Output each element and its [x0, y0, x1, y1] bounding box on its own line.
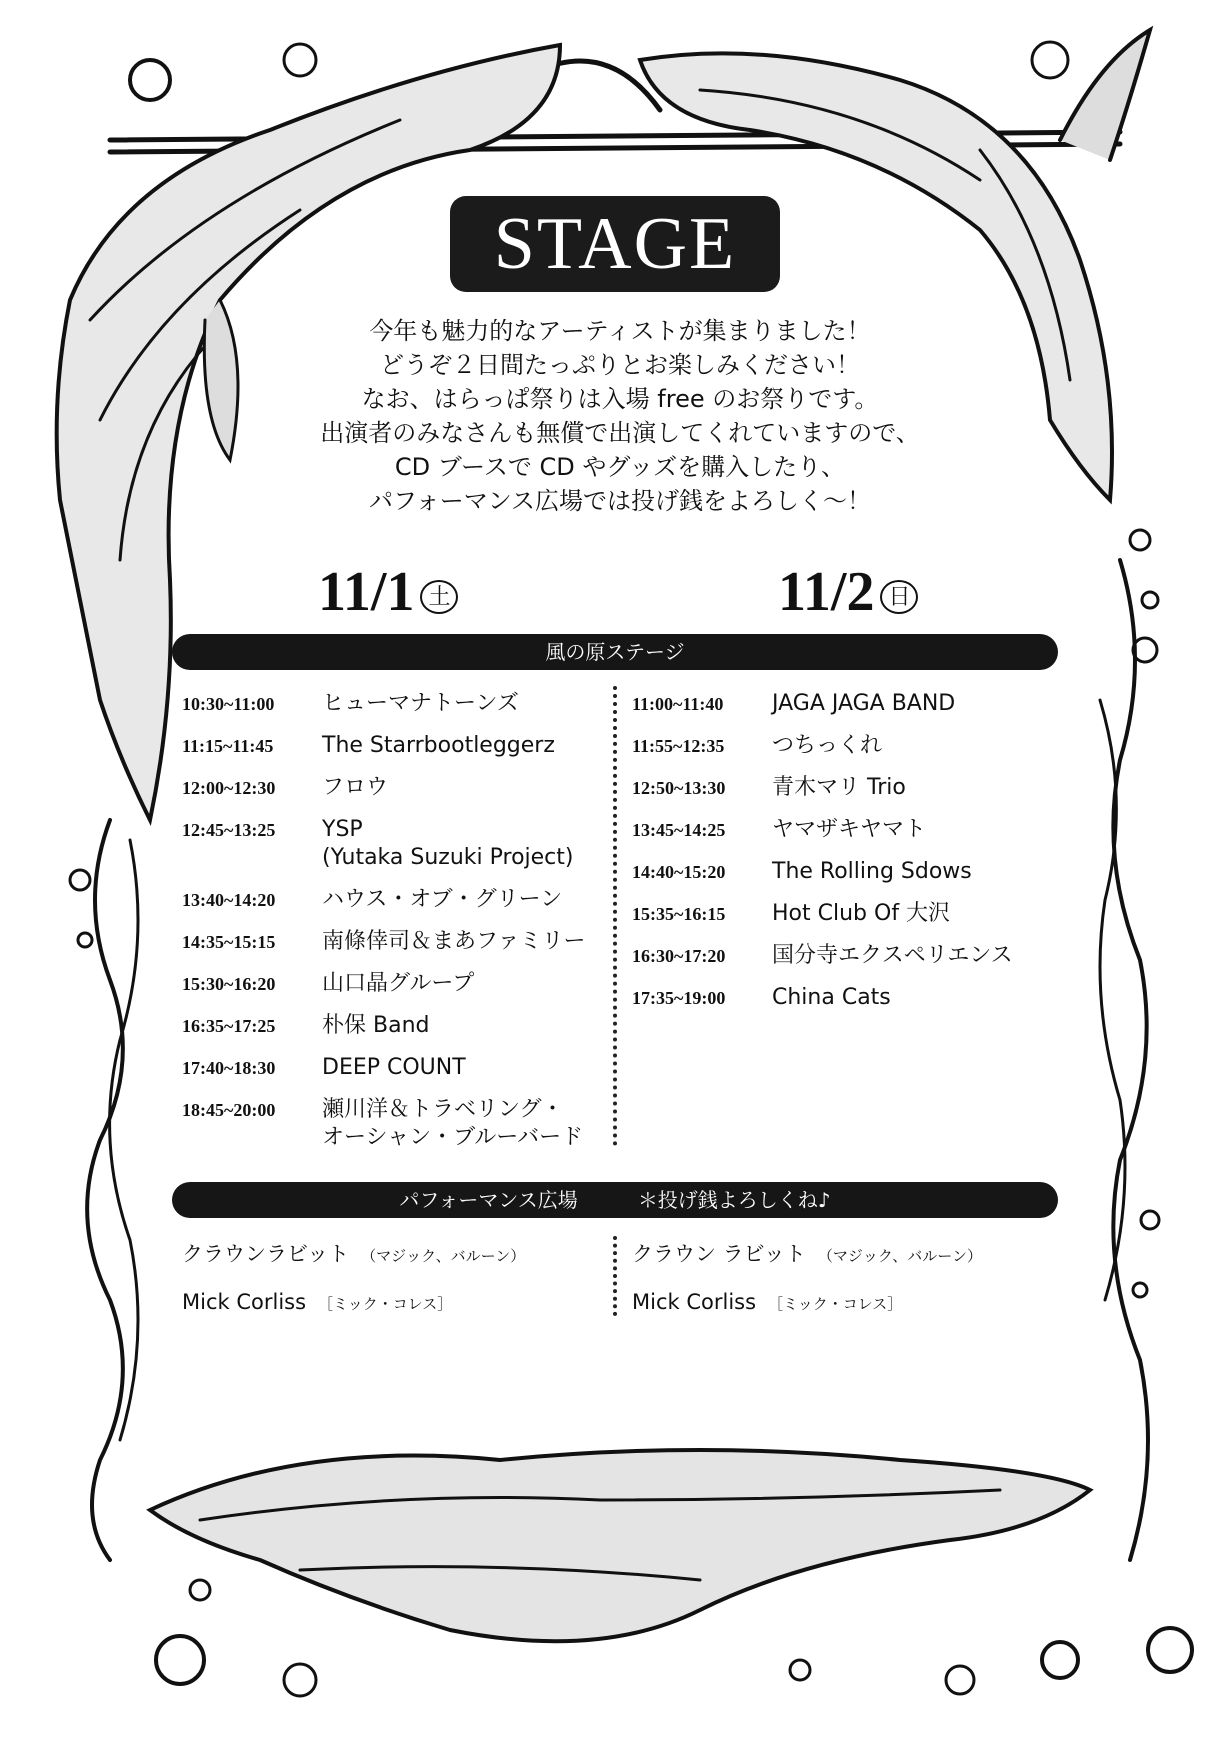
- slot-time: 16:35~17:25: [182, 1016, 276, 1036]
- stage-name: 風の原ステージ: [545, 640, 685, 664]
- performance-divider: [613, 1236, 617, 1316]
- act-name: 国分寺エクスペリエンス: [772, 943, 1013, 968]
- act-name: China Cats: [772, 985, 891, 1010]
- day2-weekday: 日: [880, 580, 918, 614]
- day1-schedule: [182, 690, 586, 1166]
- stage-name-bar: [172, 634, 1058, 670]
- day2-date: 11/2: [778, 561, 875, 623]
- schedule-row: [632, 942, 1013, 970]
- slot-time: 10:30~11:00: [182, 694, 275, 714]
- act-name: 朴保 Band: [322, 1013, 430, 1038]
- slot-time: 13:45~14:25: [632, 820, 726, 840]
- right-vine: [1113, 560, 1148, 1560]
- schedule-row: [182, 774, 586, 802]
- slot-time: 15:35~16:15: [632, 904, 726, 924]
- slot-time: 11:00~11:40: [632, 694, 724, 714]
- performer-name: クラウン ラビット: [632, 1242, 806, 1266]
- schedule-row: [182, 928, 586, 956]
- bottom-whale-outline: [150, 1450, 1090, 1641]
- schedule-row: [182, 1096, 586, 1152]
- schedule-row: [632, 690, 1013, 718]
- slot-time: 18:45~20:00: [182, 1100, 276, 1120]
- schedule-row: [632, 732, 1013, 760]
- schedule-row: [182, 690, 586, 718]
- slot-time: 13:40~14:20: [182, 890, 276, 910]
- day1-date: 11/1: [318, 561, 415, 623]
- performer: [182, 1288, 525, 1318]
- act-name: 青木マリ Trio: [772, 775, 906, 800]
- schedule-row: [182, 732, 586, 760]
- schedule-row: [632, 984, 1013, 1012]
- act-name: つちっくれ: [772, 733, 883, 758]
- act-name: The Rolling Sdows: [772, 859, 972, 884]
- performer: [182, 1240, 525, 1270]
- act-name: JAGA JAGA BAND: [772, 691, 956, 716]
- act-name: 南條倖司＆まあファミリー: [322, 929, 586, 954]
- intro-line: CD ブースで CD やグッズを購入したり、: [394, 453, 846, 481]
- intro-line: なお、はらっぱ祭りは入場 free のお祭りです。: [361, 385, 879, 413]
- slot-time: 17:35~19:00: [632, 988, 726, 1008]
- act-name: Hot Club Of 大沢: [772, 901, 951, 926]
- act-name: The Starrbootleggerz: [322, 733, 555, 758]
- right-whale-tail: [1060, 30, 1150, 160]
- performer: [632, 1288, 982, 1318]
- performer-detail: （マジック、バルーン）: [361, 1247, 526, 1265]
- schedule-divider: [613, 686, 617, 1146]
- schedule-row: [182, 1012, 586, 1040]
- act-name: ヒューマナトーンズ: [322, 691, 519, 716]
- performance-name: パフォーマンス広場: [399, 1188, 578, 1212]
- slot-time: 15:30~16:20: [182, 974, 276, 994]
- slot-time: 14:40~15:20: [632, 862, 726, 882]
- day1-weekday: 土: [420, 580, 458, 614]
- slot-time: 12:50~13:30: [632, 778, 726, 798]
- performer: [632, 1240, 982, 1270]
- intro-line: 出演者のみなさんも無償で出演してくれていますので、: [320, 419, 920, 447]
- schedule-row: [182, 886, 586, 914]
- stage-title: STAGE: [450, 196, 780, 292]
- day2-schedule: [632, 690, 1013, 1026]
- act-name: 瀬川洋＆トラベリング・: [322, 1097, 564, 1122]
- day1-heading: [318, 560, 458, 624]
- performer-detail: ［ミック・コレス］: [318, 1295, 453, 1313]
- day2-heading: [778, 560, 918, 624]
- act-name: ヤマザキヤマト: [772, 817, 927, 842]
- act-name: YSP: [322, 817, 363, 842]
- intro-text: [290, 314, 950, 518]
- intro-line: 今年も魅力的なアーティストが集まりました！: [369, 317, 871, 345]
- slot-time: 11:15~11:45: [182, 736, 274, 756]
- schedule-row: [632, 858, 1013, 886]
- schedule-row: [182, 816, 586, 872]
- schedule-row: [182, 1054, 586, 1082]
- act-name: DEEP COUNT: [322, 1055, 466, 1080]
- performer-name: Mick Corliss: [182, 1290, 307, 1314]
- intro-line: パフォーマンス広場では投げ銭をよろしく〜！: [368, 487, 872, 515]
- act-name: 山口晶グループ: [322, 971, 475, 996]
- schedule-row: [182, 970, 586, 998]
- slot-time: 11:55~12:35: [632, 736, 725, 756]
- day1-performers: [182, 1240, 525, 1336]
- act-name-line2: (Yutaka Suzuki Project): [322, 845, 574, 870]
- slot-time: 12:00~12:30: [182, 778, 276, 798]
- performer-detail: ［ミック・コレス］: [768, 1295, 903, 1313]
- slot-time: 14:35~15:15: [182, 932, 276, 952]
- performer-name: Mick Corliss: [632, 1290, 757, 1314]
- act-name: ハウス・オブ・グリーン: [322, 887, 563, 912]
- performance-bar: [172, 1182, 1058, 1218]
- performer-detail: （マジック、バルーン）: [817, 1247, 982, 1265]
- performer-name: クラウンラビット: [182, 1242, 350, 1266]
- schedule-row: [632, 774, 1013, 802]
- slot-time: 17:40~18:30: [182, 1058, 276, 1078]
- slot-time: 16:30~17:20: [632, 946, 726, 966]
- act-name: フロウ: [322, 775, 389, 800]
- schedule-row: [632, 900, 1013, 928]
- slot-time: 12:45~13:25: [182, 820, 276, 840]
- performance-note: ＊投げ銭よろしくね♪: [637, 1188, 831, 1212]
- schedule-row: [632, 816, 1013, 844]
- left-whale-fin: [204, 300, 238, 460]
- day2-performers: [632, 1240, 982, 1336]
- act-name-line2: オーシャン・ブルーバード: [322, 1125, 584, 1150]
- intro-line: どうぞ２日間たっぷりとお楽しみください！: [380, 351, 860, 379]
